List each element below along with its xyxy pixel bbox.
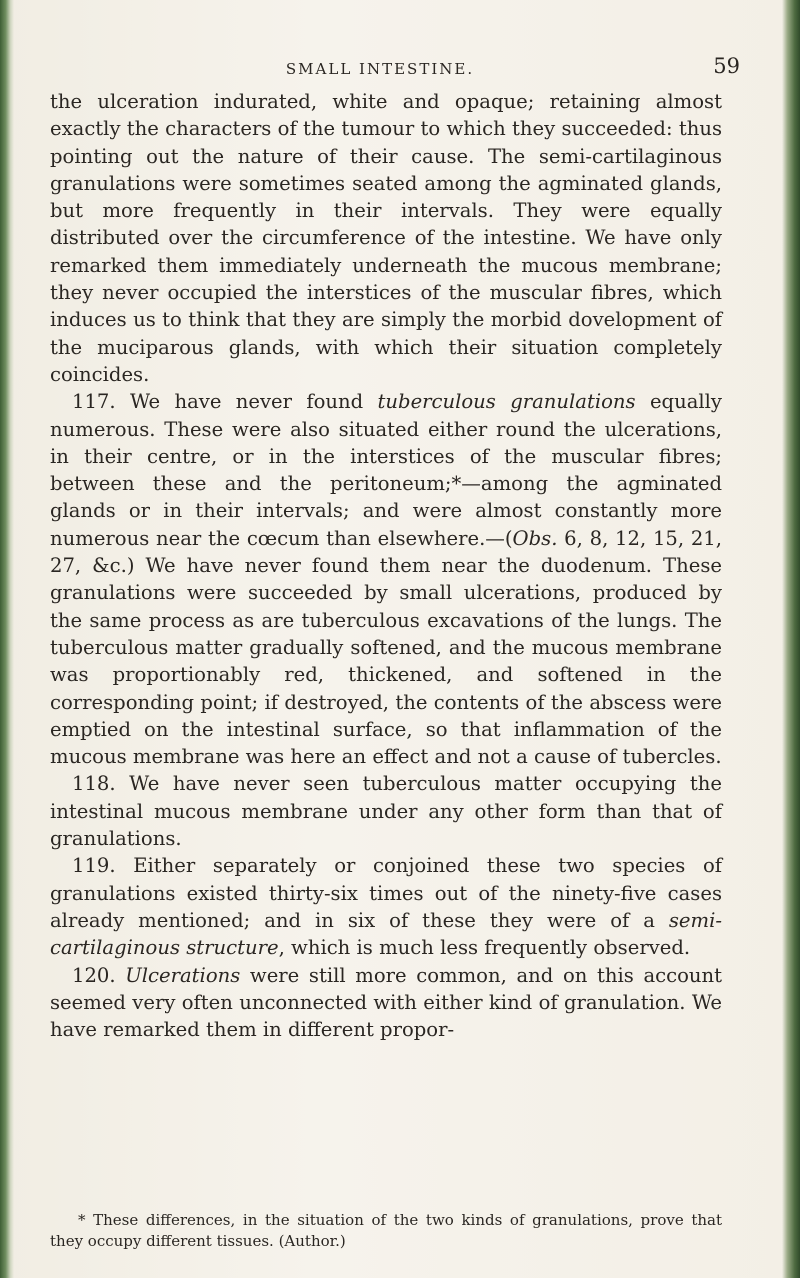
paragraph-120 [50,962,722,1044]
page-gutter-shadow [0,0,14,1278]
italic-text: tuberculous granulations [377,390,636,414]
text-run: 117. We have never found [72,390,378,414]
text-run: 118. We have never seen tuberculous matter occupying the intestinal mucous membrane under any other form than that of granulations. [50,772,722,851]
running-title: SMALL INTESTINE. [285,60,475,78]
footnote [50,1210,722,1252]
italic-text: Obs. [512,526,558,550]
text-run: 119. Either separately or conjoined these two species of granulations existed thirty-six times out of the ninety-five cases already mentioned; and in six of these they were of a [50,854,722,932]
text-run: equally numerous. These were also situated either round the ulcerations, in their centre, or in the interstices of the muscular fibres; between these and the peritoneum;*—among the agminated glands or in their intervals; and were almost constantly more numerous near the cœcum than elsewhere.—( [50,390,722,550]
text-run: 120. [72,963,126,987]
italic-text: Ulcerations [125,963,241,987]
paragraph-118 [50,770,722,852]
page-header [60,54,760,84]
footnote-text: * These differences, in the situation of the two kinds of granulations, prove that they occupy different tissues. (Author.) [50,1211,722,1250]
paragraph-continuation [50,88,722,388]
text-run: the ulceration indurated, white and opaque; retaining almost exactly the characters of the tumour to which they succeeded: thus pointing out the nature of their cause. The semi-cartilaginous granulations were sometimes seated among the agminated glands, but more frequently in their intervals. They were equally distributed over the circumference of the intestine. We have only remarked them immediately underneath the mucous membrane; they never occupied the interstices of the muscular fibres, which induces us to think that they are simply the morbid dovelopment of the muciparous glands, with which their situation completely coincides. [50,90,722,386]
text-run: 6, 8, 12, 15, 21, 27, &c.) We have never found them near the duodenum. These granulations were succeeded by small ulcerations, produced by the same process as are tuberculous excavations of the lungs. The tuberculous matter gradually softened, and the mucous membrane was proportionably red, thickened, and softened in the corresponding point; if destroyed, the contents of the abscess were emptied on the intestinal surface, so that inflammation of the mucous membrane was here an effect and not a cause of tubercles. [50,526,723,769]
paragraph-119 [50,852,722,961]
text-run: were still more common, and on this account seemed very often unconnected with either kind of granulation. We have remarked them in different propor- [50,963,722,1042]
text-run: , which is much less frequently observed. [278,936,691,960]
paragraph-117 [50,388,722,770]
italic-text: semi-cartilaginous structure [50,908,722,960]
body-text [50,88,722,1043]
page-number: 59 [713,54,740,78]
page-edge-shadow [782,0,800,1278]
